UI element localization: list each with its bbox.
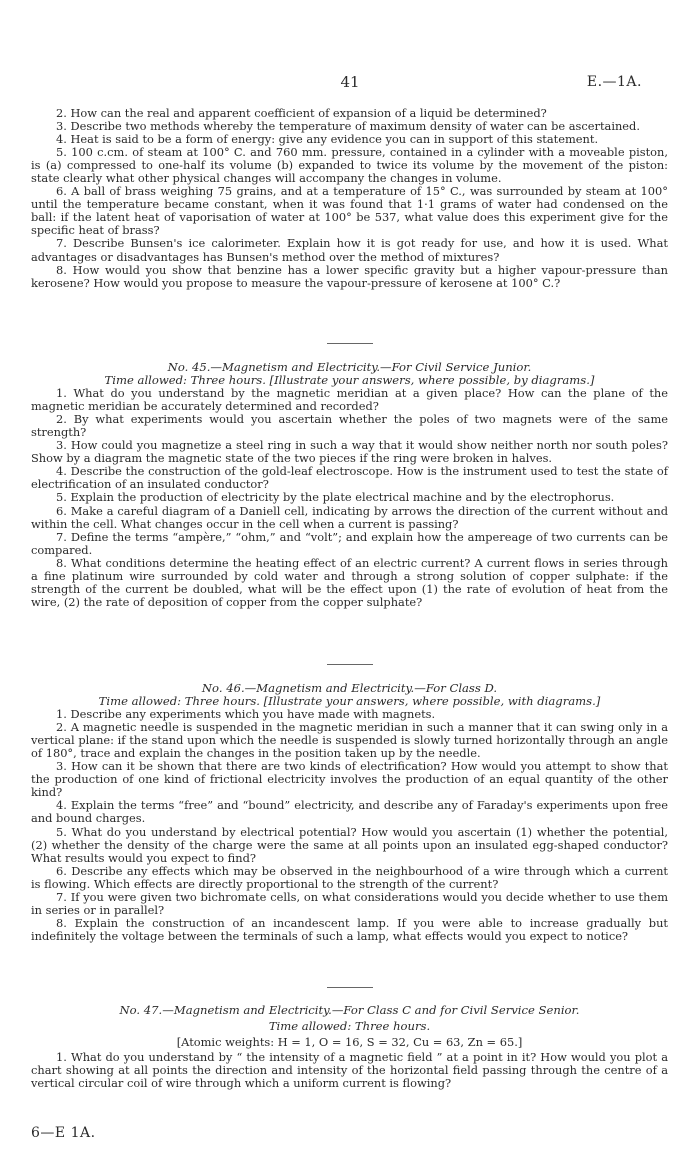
document-code: E.—1A. bbox=[586, 74, 642, 90]
signature-mark: 6—E 1A. bbox=[31, 1125, 96, 1141]
question: 2. By what experiments would you ascertain whether the poles of two magnets were of the same strength? bbox=[31, 412, 668, 440]
question: 8. How would you show that benzine has a lower specific gravity but a higher vapour-pressure than kerosene? How would you propose to measure the vapour-pressure of kerosene at 100° C.? bbox=[31, 262, 668, 290]
atomic-weights: [Atomic weights: H = 1, O = 16, S = 32, Cu = 63, Zn = 65.] bbox=[176, 1035, 523, 1050]
section-title: No. 47.—Magnetism and Electricity.—For Class C and for Civil Service Senior. bbox=[119, 1003, 580, 1017]
question: 1. Describe any experiments which you have made with magnets. bbox=[56, 707, 436, 722]
section-44-tail bbox=[31, 107, 668, 290]
question: 8. Explain the construction of an incandescent lamp. If you were able to increase gradually but indefinitely the voltage between the terminals of such a lamp, what effects would you expect to notice? bbox=[31, 915, 668, 943]
question: 3. How can it be shown that there are two kinds of electrification? How would you attempt to show that the production of one kind of frictional electricity involves the production of an equal quantity of the other kind? bbox=[31, 759, 668, 800]
section-subtitle: Time allowed: Three hours. [Illustrate your answers, where possible, by diagrams.] bbox=[104, 373, 595, 388]
question: 7. If you were given two bichromate cells, on what considerations would you decide whether to use them in series or in parallel? bbox=[31, 889, 668, 917]
section-46 bbox=[31, 682, 668, 943]
question: 1. What do you understand by “ the intensity of a magnetic field ” at a point in it? How would you plot a chart showing at all points the direction and intensity of the horizontal field passing through the centre of a vertical circular coil of wire through which a uniform current is flowing? bbox=[31, 1050, 668, 1091]
question: 2. A magnetic needle is suspended in the magnetic meridian in such a manner that it can swing only in a vertical plane: if the stand upon which the needle is suspended is slowly turned horizontally through an angle of 180°, trace and explain the changes in the position taken up by the needle. bbox=[31, 720, 668, 761]
question: 5. What do you understand by electrical potential? How would you ascertain (1) whether the potential, (2) whether the density of the charge were the same at all points upon an insulated egg-shaped conductor? What results would you expect to find? bbox=[31, 824, 668, 865]
question: 4. Describe the construction of the gold-leaf electroscope. How is the instrument used to test the state of electrification of an insulated conductor? bbox=[31, 464, 668, 492]
question: 7. Describe Bunsen's ice calorimeter. Explain how it is got ready for use, and how it is used. What advantages or disadvantages has Bunsen's method over the method of mixtures? bbox=[31, 236, 668, 264]
question: 3. Describe two methods whereby the temperature of maximum density of water can be ascertained. bbox=[56, 119, 640, 134]
question: 8. What conditions determine the heating effect of an electric current? A current flows in series through a fine platinum wire surrounded by cold water and through a strong solution of copper sulphate: if the strength of the current be doubled, what will be the effect upon (1) the rate of evolution of heat from the wire, (2) the rate of deposition of copper from the copper sulphate? bbox=[31, 555, 668, 609]
section-47 bbox=[31, 1004, 668, 1090]
section-divider bbox=[327, 664, 373, 665]
section-subtitle: Time allowed: Three hours. [Illustrate your answers, where possible, with diagrams.] bbox=[98, 694, 601, 709]
question: 6. A ball of brass weighing 75 grains, and at a temperature of 15° C., was surrounded by steam at 100° until the temperature became constant, when it was found that 1·1 grams of water had condensed on the ball: if the latent heat of vaporisation of water at 100° be 537, what value does this experiment give for the specific heat of brass? bbox=[31, 184, 668, 238]
question: 6. Describe any effects which may be observed in the neighbourhood of a wire through which a current is flowing. Which effects are directly proportional to the strength of the current? bbox=[31, 863, 668, 891]
question: 2. How can the real and apparent coefficient of expansion of a liquid be determined? bbox=[56, 106, 547, 120]
section-45 bbox=[31, 361, 668, 609]
question: 4. Explain the terms “free” and “bound” electricity, and describe any of Faraday's experiments upon free and bound charges. bbox=[31, 798, 668, 826]
question: 5. Explain the production of electricity by the plate electrical machine and by the electrophorus. bbox=[56, 490, 615, 505]
section-title: No. 45.—Magnetism and Electricity.—For Civil Service Junior. bbox=[167, 360, 532, 374]
question: 7. Define the terms “ampère,” “ohm,” and “volt”; and explain how the ampereage of two currents can be compared. bbox=[31, 529, 668, 557]
section-divider bbox=[327, 343, 373, 344]
question: 6. Make a careful diagram of a Daniell cell, indicating by arrows the direction of the current without and within the cell. What changes occur in the cell when a current is passing? bbox=[31, 503, 668, 531]
page-number: 41 bbox=[340, 73, 360, 91]
section-divider bbox=[327, 987, 373, 988]
section-subtitle: Time allowed: Three hours. bbox=[268, 1019, 431, 1034]
question: 3. How could you magnetize a steel ring in such a way that it would show neither north nor south poles? Show by a diagram the magnetic state of the two pieces if the ring were broken in halves. bbox=[31, 438, 668, 466]
section-title: No. 46.—Magnetism and Electricity.—For Class D. bbox=[201, 681, 498, 695]
question: 1. What do you understand by the magnetic meridian at a given place? How can the plane of the magnetic meridian be accurately determined and recorded? bbox=[31, 386, 668, 414]
question: 5. 100 c.cm. of steam at 100° C. and 760 mm. pressure, contained in a cylinder with a moveable piston, is (a) compressed to one-half its volume (b) expanded to twice its volume by the movement of the piston: state clearly what other physical changes will accompany the changes in volume. bbox=[31, 145, 668, 186]
question: 4. Heat is said to be a form of energy: give any evidence you can in support of this statement. bbox=[56, 132, 599, 147]
